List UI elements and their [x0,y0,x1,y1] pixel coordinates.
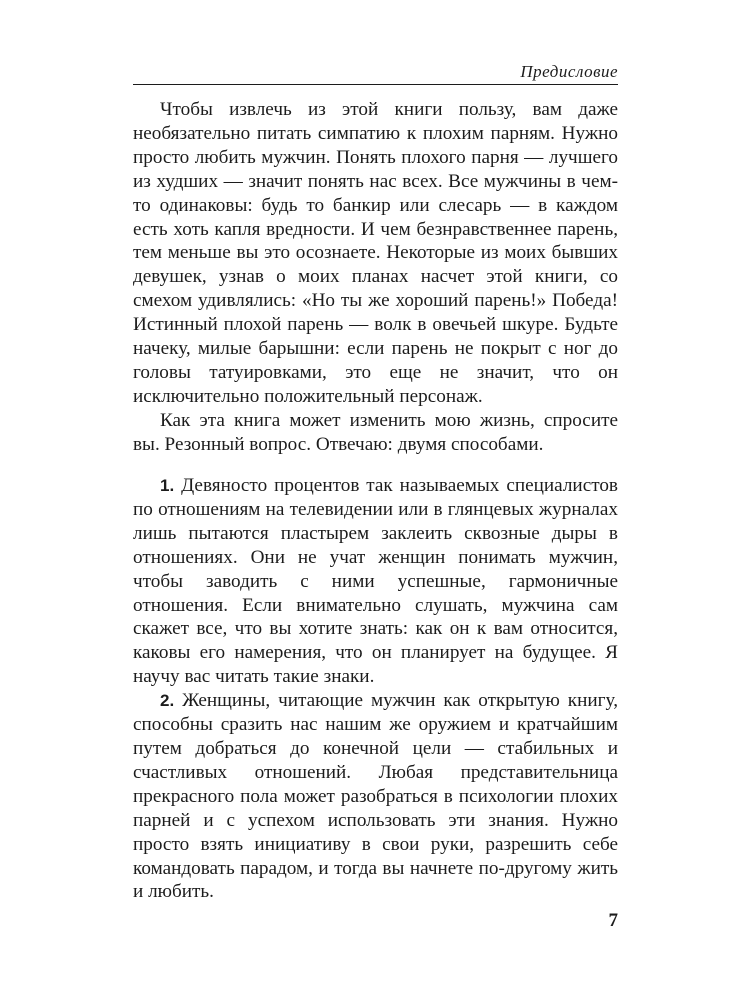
numbered-list [133,474,618,904]
section-title: Предисловие [520,62,618,81]
header-divider [133,84,618,85]
paragraph-intro: Чтобы извлечь из этой книги пользу, вам даже необязательно питать симпатию к плохим парням. Нужно просто любить мужчин. Понять плохого парня — лучшего из худших — значит понять нас всех. Все мужчины в чем-то одинаковы: будь то банкир или слесарь — в каждом есть хоть капля вредности. И чем безнравственнее парень, тем меньше вы это осознаете. Некоторые из моих бывших девушек, узнав о моих планах насчет этой книги, со смехом удивлялись: «Но ты же хороший парень!» Победа! Истинный плохой парень — волк в овечьей шкуре. Будьте начеку, милые барышни: если парень не покрыт с ног до головы татуировками, это еще не значит, что он исключительно положительный персонаж. [133,99,618,407]
paragraph-question: Как эта книга может изменить мою жизнь, спросите вы. Резонный вопрос. Отвечаю: двумя способами. [133,409,618,455]
list-item-number: 2. [160,691,175,711]
list-item [133,474,618,689]
list-item-number: 1. [160,476,175,495]
running-header [133,62,618,82]
list-item-text: Женщины, читающие мужчин как открытую книгу, способны сразить нас нашим же оружием и кратчайшим путем добраться до конечной цели — стабильных и счастливых отношений. Любая представительница прекрасного пола может разобраться в психологии плохих парней и с успехом использовать эти знания. Нужно просто взять инициативу в свои руки, разрешить себе командовать парадом, и тогда вы начнете по-другому жить и любить. [133,690,619,903]
body-text [133,98,618,457]
list-item-text: Девяносто процентов так называемых специалистов по отношениям на телевидении или в глянцевых журналах лишь пытаются пластырем заклеить сквозные дыры в отношениях. Они не учат женщин понимать мужчин, чтобы заводить с ними успешные, гармоничные отношения. Если внимательно слушать, мужчина сам скажет все, что вы хотите знать: как он к вам относится, каковы его намерения, что он планирует на будущее. Я научу вас читать такие знаки. [133,475,618,688]
list-item [133,689,618,904]
page-number: 7 [608,910,618,931]
